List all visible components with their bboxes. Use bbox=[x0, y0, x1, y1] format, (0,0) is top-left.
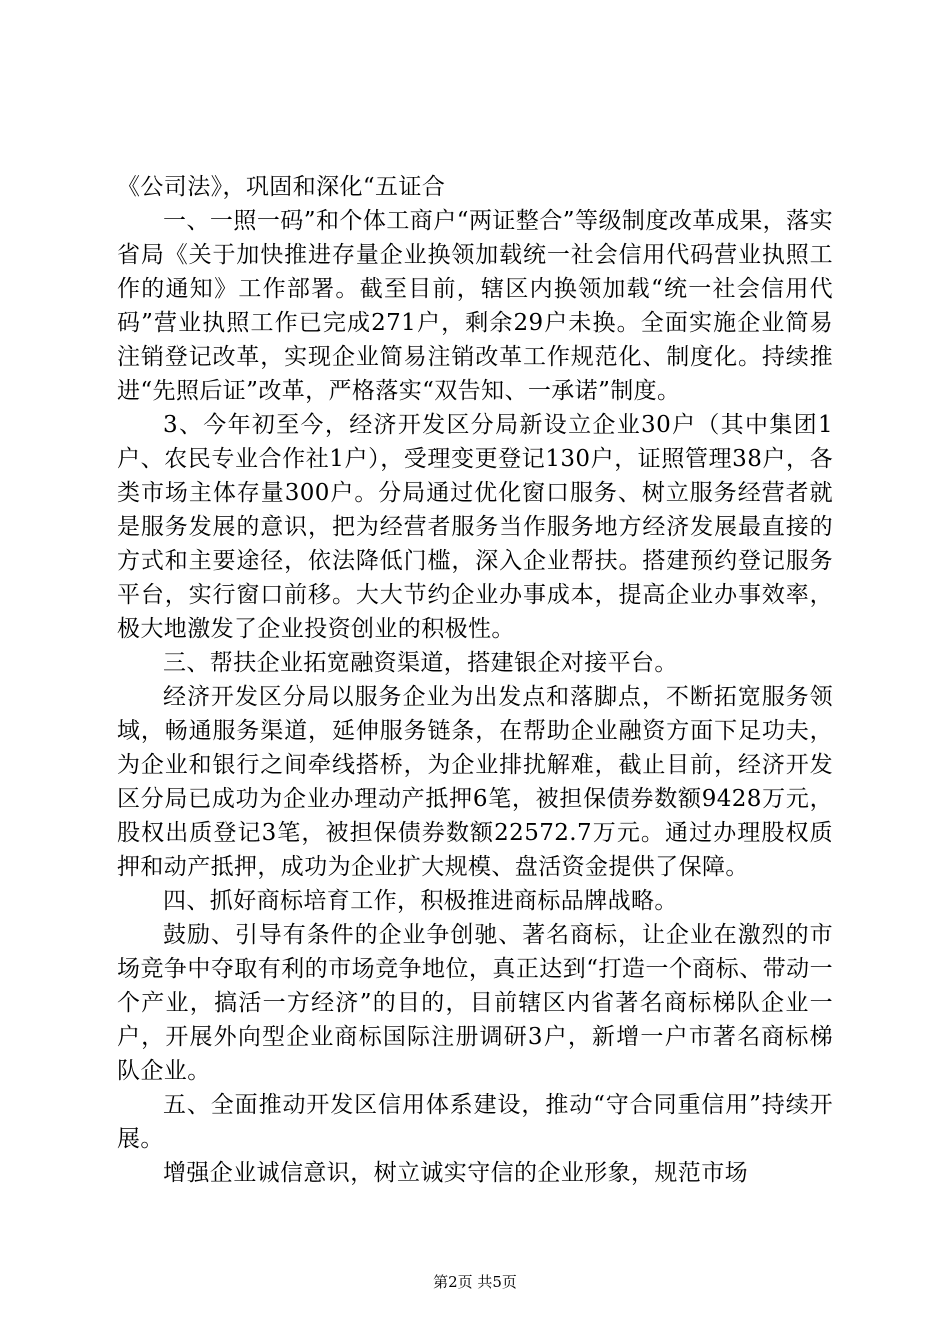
page-number-footer: 第2页 共5页 bbox=[433, 1273, 517, 1291]
paragraph-4: 经济开发区分局以服务企业为出发点和落脚点，不断拓宽服务领域，畅通服务渠道，延伸服务链条，在帮助企业融资方面下足功夫，为企业和银行之间牵线搭桥，为企业排扰解难，截止目前，经济开发区分局已成功为企业办理动产抵押6笔，被担保债券数额9428万元，股权出质登记3笔，被担保债券数额22572.7万元。通过办理股权质押和动产抵押，成功为企业扩大规模、盘活资金提供了保障。 bbox=[117, 684, 833, 880]
section-heading-5: 五、全面推动开发区信用体系建设，推动“守合同重信用”持续开展。 bbox=[117, 1092, 833, 1152]
document-body bbox=[117, 170, 833, 1190]
paragraph-3: 3、今年初至今，经济开发区分局新设立企业30户（其中集团1户、农民专业合作社1户），受理变更登记130户，证照管理38户，各类市场主体存量300户。分局通过优化窗口服务、树立服务经营者就是服务发展的意识，把为经营者服务当作服务地方经济发展最直接的方式和主要途径，依法降低门槛，深入企业帮扶。搭建预约登记服务平台，实行窗口前移。大大节约企业办事成本，提高企业办事效率，极大地激发了企业投资创业的积极性。 bbox=[117, 412, 833, 642]
paragraph-2: 一、一照一码”和个体工商户“两证整合”等级制度改革成果，落实省局《关于加快推进存量企业换领加载统一社会信用代码营业执照工作的通知》工作部署。截至目前，辖区内换领加载“统一社会信用代码”营业执照工作已完成271户，剩余29户未换。全面实施企业简易注销登记改革，实现企业简易注销改革工作规范化、制度化。持续推进“先照后证”改革，严格落实“双告知、一承诺”制度。 bbox=[117, 208, 833, 404]
section-heading-3: 三、帮扶企业拓宽融资渠道，搭建银企对接平台。 bbox=[163, 650, 678, 676]
paragraph-5: 鼓励、引导有条件的企业争创驰、著名商标，让企业在激烈的市场竞争中夺取有利的市场竞争地位，真正达到“打造一个商标、带动一个产业，搞活一方经济”的目的，目前辖区内省著名商标梯队企业一户，开展外向型企业商标国际注册调研3户，新增一户市著名商标梯队企业。 bbox=[117, 922, 833, 1084]
section-heading-4: 四、抓好商标培育工作，积极推进商标品牌战略。 bbox=[163, 888, 678, 914]
paragraph-6: 增强企业诚信意识，树立诚实守信的企业形象，规范市场 bbox=[163, 1160, 748, 1186]
paragraph-1: 《公司法》，巩固和深化“五证合 bbox=[117, 174, 446, 200]
